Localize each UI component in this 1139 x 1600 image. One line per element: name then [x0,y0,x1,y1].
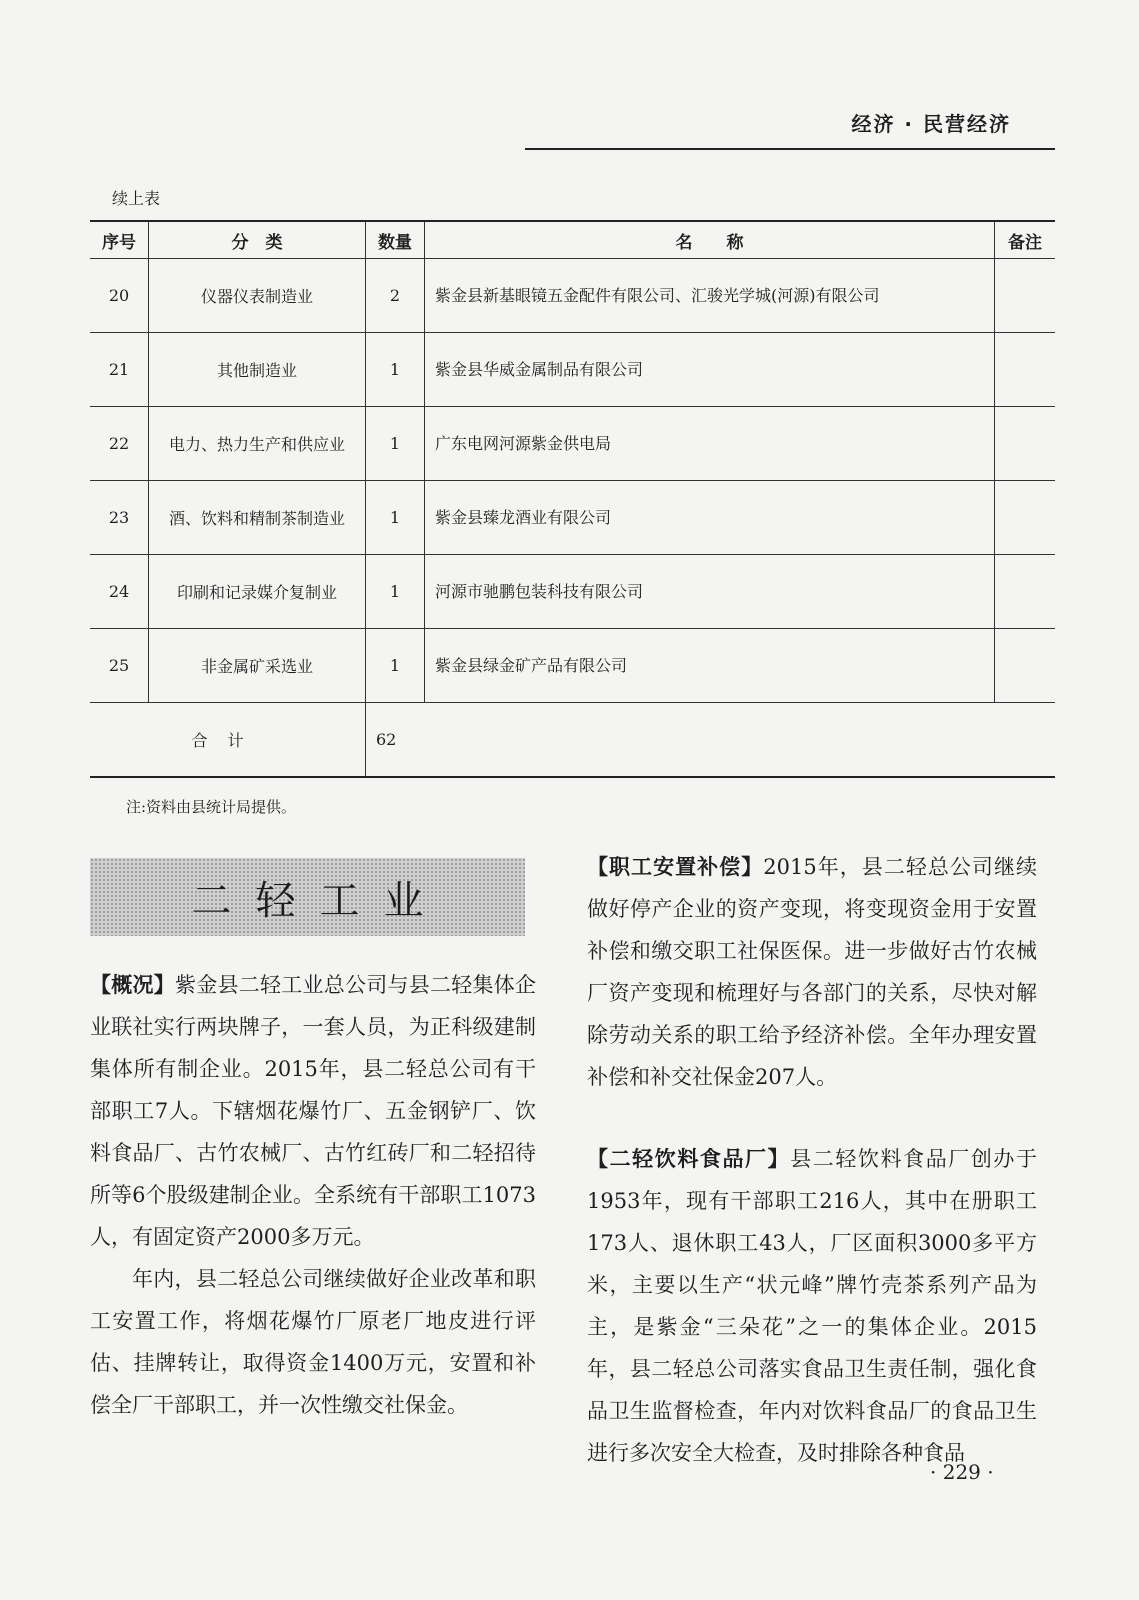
cell-note [995,333,1056,407]
table-row [90,481,1055,555]
section-header-title: 经济 · 民营经济 [851,112,1011,136]
food-factory-keyword: 【二轻饮料食品厂】 [587,1147,791,1171]
overview-keyword: 【概况】 [90,973,175,997]
cell-category: 酒、饮料和精制茶制造业 [149,481,366,555]
table-row [90,629,1055,703]
compensation-text: 2015年，县二轻总公司继续做好停产企业的资产变现，将变现资金用于安置补偿和缴交职工社保医保。进一步做好古竹农械厂资产变现和梳理好与各部门的关系，尽快对解除劳动关系的职工给予经济补偿。全年办理安置补偿和补交社保金207人。 [587,855,1037,1089]
cell-note [995,629,1056,703]
cell-seq: 25 [90,629,149,703]
right-column [587,846,1037,1474]
cell-name: 紫金县新基眼镜五金配件有限公司、汇骏光学城(河源)有限公司 [425,259,995,333]
cell-category: 印刷和记录媒介复制业 [149,555,366,629]
cell-qty: 2 [366,259,425,333]
cell-category: 电力、热力生产和供应业 [149,407,366,481]
total-value: 62 [366,703,1056,778]
compensation-keyword: 【职工安置补偿】 [587,855,764,879]
cell-category: 其他制造业 [149,333,366,407]
food-factory-paragraph [587,1138,1037,1474]
cell-qty: 1 [366,333,425,407]
header-name: 名 称 [425,221,995,259]
cell-category: 仪器仪表制造业 [149,259,366,333]
table-row [90,407,1055,481]
total-label: 合计 [90,703,366,778]
cell-seq: 23 [90,481,149,555]
page-number: · 229 · [930,1460,994,1484]
cell-note [995,259,1056,333]
table-row [90,555,1055,629]
overview-text: 紫金县二轻工业总公司与县二轻集体企业联社实行两块牌子，一套人员，为正科级建制集体所有制企业。2015年，县二轻总公司有干部职工7人。下辖烟花爆竹厂、五金钢铲厂、饮料食品厂、古竹农械厂、古竹红砖厂和二轻招待所等6个股级建制企业。全系统有干部职工1073人，有固定资产2000多万元。 [90,973,536,1249]
cell-seq: 20 [90,259,149,333]
cell-qty: 1 [366,481,425,555]
cell-qty: 1 [366,629,425,703]
cell-name: 紫金县臻龙酒业有限公司 [425,481,995,555]
table-continued-label: 续上表 [112,189,161,208]
header-note: 备注 [995,221,1056,259]
header-qty: 数量 [366,221,425,259]
cell-name: 紫金县绿金矿产品有限公司 [425,629,995,703]
table-row [90,259,1055,333]
cell-name: 紫金县华威金属制品有限公司 [425,333,995,407]
compensation-paragraph [587,846,1037,1098]
cell-name: 广东电网河源紫金供电局 [425,407,995,481]
cell-name: 河源市驰鹏包装科技有限公司 [425,555,995,629]
cell-category: 非金属矿采选业 [149,629,366,703]
header-seq: 序号 [90,221,149,259]
food-factory-text: 县二轻饮料食品厂创办于1953年，现有干部职工216人，其中在册职工173人、退休职工43人，厂区面积3000多平方米，主要以生产“状元峰”牌竹壳茶系列产品为主，是紫金“三朵花”之一的集体企业。2015年，县二轻总公司落实食品卫生责任制，强化食品卫生监督检查，年内对饮料食品厂的食品卫生进行多次安全大检查，及时排除各种食品 [587,1147,1038,1465]
header-rule [525,148,1055,150]
cell-seq: 24 [90,555,149,629]
overview-paragraph [90,964,536,1258]
reform-paragraph: 年内，县二轻总公司继续做好企业改革和职工安置工作，将烟花爆竹厂原老厂地皮进行评估、挂牌转让，取得资金1400万元，安置和补偿全厂干部职工，并一次性缴交社保金。 [90,1267,536,1417]
enterprise-table [90,220,1055,778]
cell-note [995,407,1056,481]
cell-note [995,481,1056,555]
table-source-note: 注:资料由县统计局提供。 [126,798,297,816]
cell-qty: 1 [366,555,425,629]
cell-seq: 21 [90,333,149,407]
cell-qty: 1 [366,407,425,481]
table-header-row [90,221,1055,259]
cell-seq: 22 [90,407,149,481]
table-row [90,333,1055,407]
section-title: 二轻工业 [191,877,448,924]
table-total-row [90,703,1055,778]
section-banner [90,858,525,936]
cell-note [995,555,1056,629]
left-column [90,964,536,1426]
header-category: 分 类 [149,221,366,259]
